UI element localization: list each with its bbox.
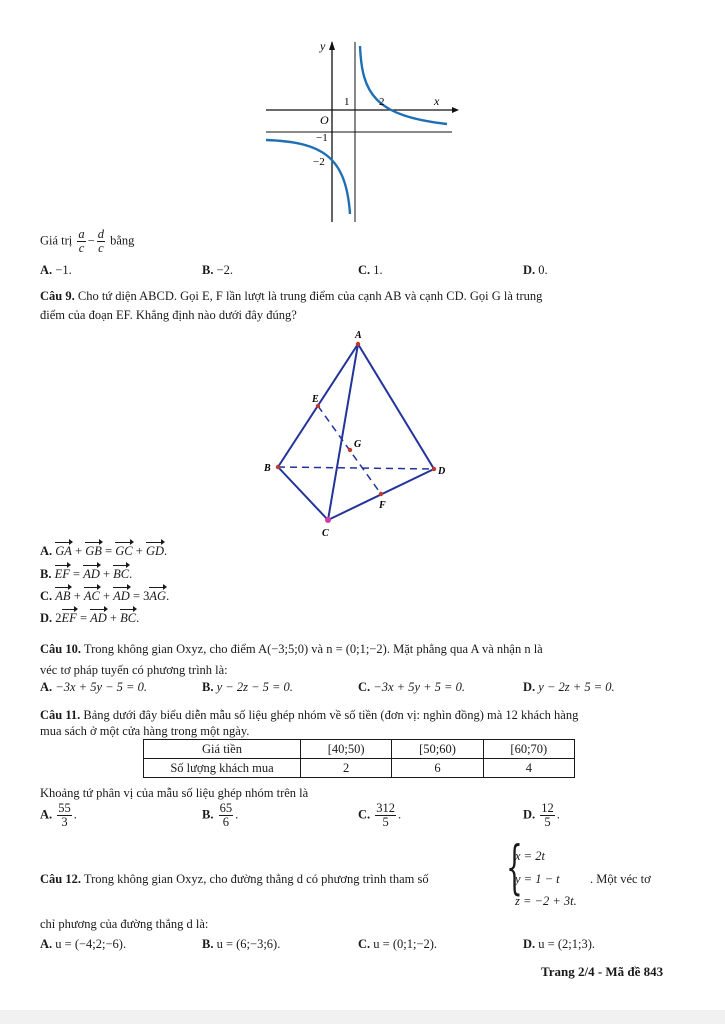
table-cell: 6 [392, 759, 483, 778]
q12-text-line1: Trong không gian Oxyz, cho đường thẳng d có phương trình tham số [83, 872, 429, 886]
q10-option-d[interactable]: D. y − 2z + 5 = 0. [523, 680, 615, 694]
q12-system-eq1: x = 2t [515, 849, 545, 863]
q10-stem-line2: véc tơ pháp tuyến có phương trình là: [40, 663, 228, 677]
q8-option-c[interactable]: C. 1. [358, 263, 383, 277]
point-g [348, 448, 352, 452]
q11-stem-line2: mua sách ở một cửa hàng trong một ngày. [40, 724, 250, 738]
point-f [379, 492, 383, 496]
q10-text-line1: Trong không gian Oxyz, cho điểm A(−3;5;0) và n = (0;1;−2). Mặt phẳng qua A và nhận n là [83, 642, 543, 656]
point-a [356, 342, 360, 346]
q12-option-d[interactable]: D. u = (2;1;3). [523, 937, 595, 951]
graph-tick-1: 1 [344, 96, 350, 108]
hyperbola-branch-left [266, 140, 350, 214]
point-d [432, 467, 436, 471]
q11-label: Câu 11. [40, 708, 81, 722]
q11-option-a[interactable]: A. $\frac{55}{3}$ . [40, 801, 77, 830]
page-footer: Trang 2/4 - Mã đề 843 [541, 964, 664, 979]
label-b: B [264, 463, 271, 474]
q11-stem-line1 [40, 708, 578, 723]
q9-option-c[interactable]: C. AB + AC + AD = 3AG. [40, 589, 170, 603]
q9-option-d[interactable]: D. 2EF = AD + BC. [40, 611, 140, 625]
q8-option-a[interactable]: A. −1. [40, 263, 72, 277]
label-c: C [322, 528, 329, 539]
q11-text-line1: Bảng dưới đây biểu diễn mẫu số liệu ghép nhóm về số tiền (đơn vị: nghìn đồng) mà 12 khách hàng [83, 708, 579, 722]
q12-system-eq2: y = 1 − t [515, 872, 560, 886]
q9-text-line1: Cho tứ diện ABCD. Gọi E, F lần lượt là trung điểm của cạnh AB và cạnh CD. Gọi G là trung [77, 289, 543, 303]
edge-bc [278, 467, 328, 520]
q12-option-c[interactable]: C. u = (0;1;−2). [358, 937, 438, 951]
label-a: A [355, 330, 362, 341]
graph-tick-neg2: −2 [313, 156, 325, 168]
q8-option-d[interactable]: D. 0. [523, 263, 548, 277]
q8-stem [40, 228, 134, 255]
q8-prefix: Giá trị [40, 233, 73, 248]
label-d: D [438, 466, 446, 477]
q12-system-eq3: z = −2 + 3t. [515, 894, 577, 908]
tetrahedron-figure [262, 326, 462, 544]
edge-ac [328, 344, 358, 520]
point-c [325, 517, 331, 523]
q11-frequency-table [143, 739, 575, 778]
edge-bd-hidden [278, 467, 434, 469]
table-cell: [50;60) [392, 740, 483, 759]
q9-option-b[interactable]: B. EF = AD + BC. [40, 567, 133, 581]
graph-x-label: x [434, 94, 440, 108]
scan-edge [0, 1010, 725, 1024]
q11-question: Khoảng tứ phân vị của mẫu số liệu ghép nhóm trên là [40, 786, 309, 800]
table-row [144, 759, 575, 778]
q10-stem-line1 [40, 642, 543, 657]
q8-fraction-d-over-c: $\frac{d}{c}$ [97, 227, 104, 256]
q9-stem-line2: điểm của đoạn EF. Khẳng định nào dưới đây đúng? [40, 308, 297, 322]
q10-option-b[interactable]: B. y − 2z − 5 = 0. [202, 680, 293, 694]
q11-option-d[interactable]: D. $\frac{12}{5}$ . [523, 801, 560, 830]
q8-minus: − [87, 233, 95, 248]
q12-stem-line2: chỉ phương của đường thẳng d là: [40, 917, 209, 931]
q10-option-c[interactable]: C. −3x + 5y + 5 = 0. [358, 680, 465, 694]
table-row [144, 740, 575, 759]
q12-label: Câu 12. [40, 872, 81, 886]
q12-option-b[interactable]: B. u = (6;−3;6). [202, 937, 281, 951]
q11-option-b[interactable]: B. $\frac{65}{6}$ . [202, 801, 239, 830]
x-axis-arrow [452, 107, 459, 113]
y-axis-arrow [329, 41, 335, 50]
q12-stem-line1 [40, 872, 429, 887]
q9-stem-line1 [40, 289, 542, 304]
q11-option-c[interactable]: C. $\frac{312}{5}$ . [358, 801, 402, 830]
table-cell: 2 [301, 759, 392, 778]
label-g: G [354, 439, 362, 450]
hyperbola-branch-right [360, 46, 447, 124]
table-cell: Giá tiền [144, 740, 301, 759]
q9-option-a[interactable]: A. GA + GB = GC + GD. [40, 544, 168, 558]
q8-fraction-a-over-c: $\frac{a}{c}$ [78, 227, 85, 256]
edge-ad [358, 344, 434, 469]
table-cell: [60;70) [483, 740, 574, 759]
hyperbola-graph [262, 38, 462, 224]
label-f: F [379, 500, 386, 511]
q8-suffix: bằng [110, 233, 135, 248]
graph-tick-2: 2 [379, 96, 385, 108]
q10-label: Câu 10. [40, 642, 81, 656]
graph-origin-label: O [320, 113, 329, 127]
label-e: E [312, 394, 319, 405]
table-cell: Số lượng khách mua [144, 759, 301, 778]
graph-tick-neg1: −1 [316, 132, 328, 144]
table-cell: [40;50) [301, 740, 392, 759]
table-cell: 4 [483, 759, 574, 778]
point-b [276, 465, 280, 469]
q12-option-a[interactable]: A. u = (−4;2;−6). [40, 937, 127, 951]
q8-option-b[interactable]: B. −2. [202, 263, 234, 277]
graph-y-label: y [320, 39, 326, 53]
q12-system-brace: { [506, 833, 523, 901]
q12-text-line1-end: . Một véc tơ [590, 872, 651, 886]
q9-label: Câu 9. [40, 289, 75, 303]
q10-option-a[interactable]: A. −3x + 5y − 5 = 0. [40, 680, 147, 694]
